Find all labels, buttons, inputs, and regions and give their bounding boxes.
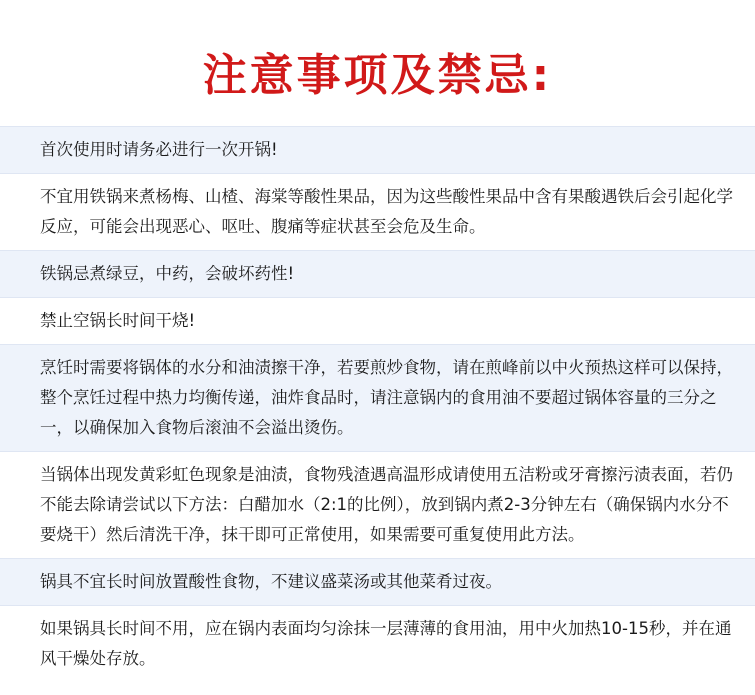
note-mung-beans-medicine: 铁锅忌煮绿豆，中药，会破坏药性! (0, 250, 755, 297)
note-no-dry-heating: 禁止空锅长时间干烧! (0, 297, 755, 344)
note-first-use: 首次使用时请务必进行一次开锅! (0, 126, 755, 173)
page-title: 注意事项及禁忌: (202, 50, 553, 101)
note-acidic-storage: 锅具不宜长时间放置酸性食物，不建议盛菜汤或其他菜肴过夜。 (0, 558, 755, 605)
note-rainbow-stains: 当锅体出现发黄彩虹色现象是油渍，食物残渣遇高温形成请使用五洁粉或牙膏擦污渍表面，若仍不能去除请尝试以下方法：白醋加水（2:1的比例），放到锅内煮2-3分钟左右（确保锅内水分不要烧干）然后清洗干净，抹干即可正常使用，如果需要可重复使用此方法。 (0, 451, 755, 558)
note-cooking-tips: 烹饪时需要将锅体的水分和油渍擦干净，若要煎炒食物，请在煎峰前以中火预热这样可以保持，整个烹饪过程中热力均衡传递，油炸食品时，请注意锅内的食用油不要超过锅体容量的三分之一，以确保加入食物后滚油不会溢出烫伤。 (0, 344, 755, 451)
note-long-term-storage: 如果锅具长时间不用，应在锅内表面均匀涂抹一层薄薄的食用油，用中火加热10-15秒，并在通风干燥处存放。 (0, 605, 755, 682)
notes-list (0, 126, 755, 682)
note-acidic-fruits: 不宜用铁锅来煮杨梅、山楂、海棠等酸性果品，因为这些酸性果品中含有果酸遇铁后会引起化学反应，可能会出现恶心、呕吐、腹痛等症状甚至会危及生命。 (0, 173, 755, 250)
